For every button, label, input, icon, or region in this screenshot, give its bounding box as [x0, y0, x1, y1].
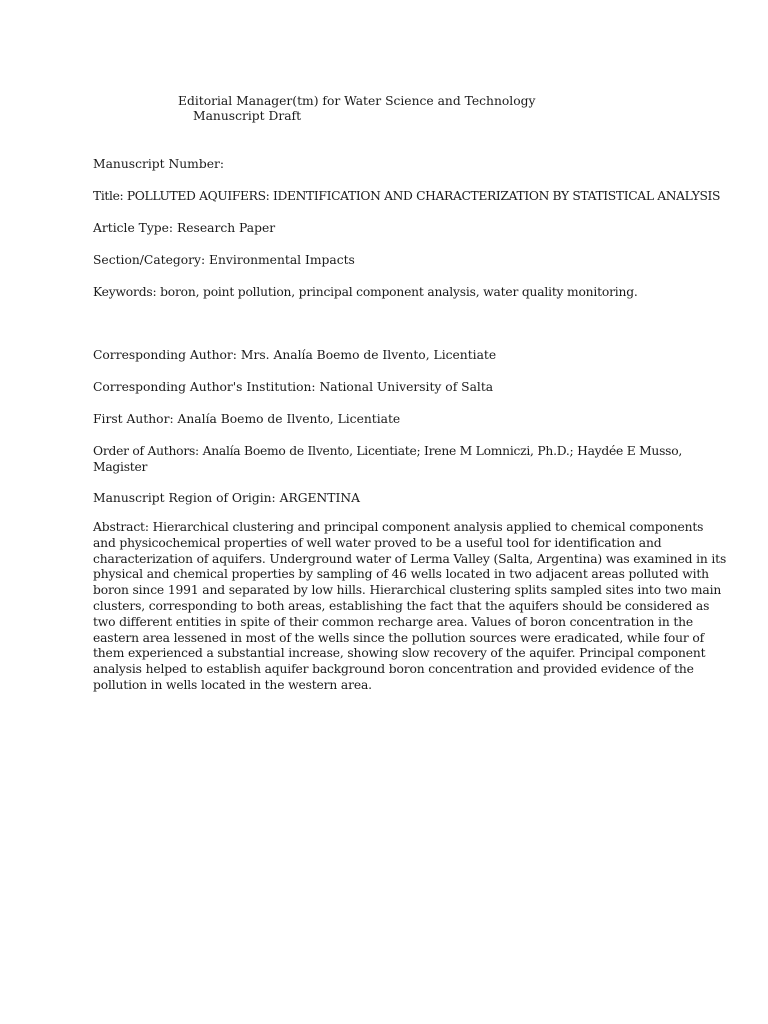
abstract-line: clusters, corresponding to both areas, establishing the fact that the aquifers should be considered as — [93, 598, 710, 613]
region-of-origin: Manuscript Region of Origin: ARGENTINA — [93, 491, 360, 505]
abstract-line: them experienced a substantial increase, showing slow recovery of the aquifer. Principal component — [93, 646, 706, 661]
abstract-line: eastern area lessened in most of the wells since the pollution sources were eradicated, while four of — [93, 630, 705, 645]
abstract-line: characterization of aquifers. Underground water of Lerma Valley (Salta, Argentina) was examined in its — [93, 551, 727, 566]
corresponding-author: Corresponding Author: Mrs. Analía Boemo de Ilvento, Licentiate — [93, 348, 497, 362]
section-category: Section/Category: Environmental Impacts — [93, 253, 355, 267]
first-author: First Author: Analía Boemo de Ilvento, Licentiate — [93, 412, 401, 426]
abstract-line: boron since 1991 and separated by low hills. Hierarchical clustering splits sampled sites into two main — [93, 583, 722, 598]
order-of-authors-line2: Magister — [93, 459, 148, 474]
abstract-line: and physicochemical properties of well water proved to be a useful tool for identification and — [93, 535, 662, 550]
manuscript-title: Title: POLLUTED AQUIFERS: IDENTIFICATION AND CHARACTERIZATION BY STATISTICAL ANALYSIS — [93, 189, 721, 203]
document-header — [178, 94, 535, 124]
abstract — [93, 520, 727, 694]
header-subtitle: Manuscript Draft — [193, 109, 302, 123]
abstract-line: pollution in wells located in the western area. — [93, 677, 372, 692]
abstract-line: analysis helped to establish aquifer background boron concentration and provided evidence of the — [93, 662, 694, 677]
article-type: Article Type: Research Paper — [93, 221, 276, 235]
manuscript-number: Manuscript Number: — [93, 157, 225, 171]
abstract-line: two different entities in spite of their common recharge area. Values of boron concentration in the — [93, 614, 694, 629]
corresponding-institution: Corresponding Author's Institution: National University of Salta — [93, 380, 494, 394]
abstract-line: physical and chemical properties by sampling of 46 wells located in two adjacent areas polluted with — [93, 567, 709, 582]
keywords: Keywords: boron, point pollution, principal component analysis, water quality monitoring. — [93, 285, 638, 299]
order-of-authors-line1: Order of Authors: Analía Boemo de Ilvento, Licentiate; Irene M Lomniczi, Ph.D.; Haydée E Musso, — [93, 444, 683, 458]
abstract-line: Abstract: Hierarchical clustering and principal component analysis applied to chemical components — [93, 520, 704, 534]
order-of-authors — [93, 444, 683, 475]
header-title: Editorial Manager(tm) for Water Science and Technology — [178, 94, 536, 108]
